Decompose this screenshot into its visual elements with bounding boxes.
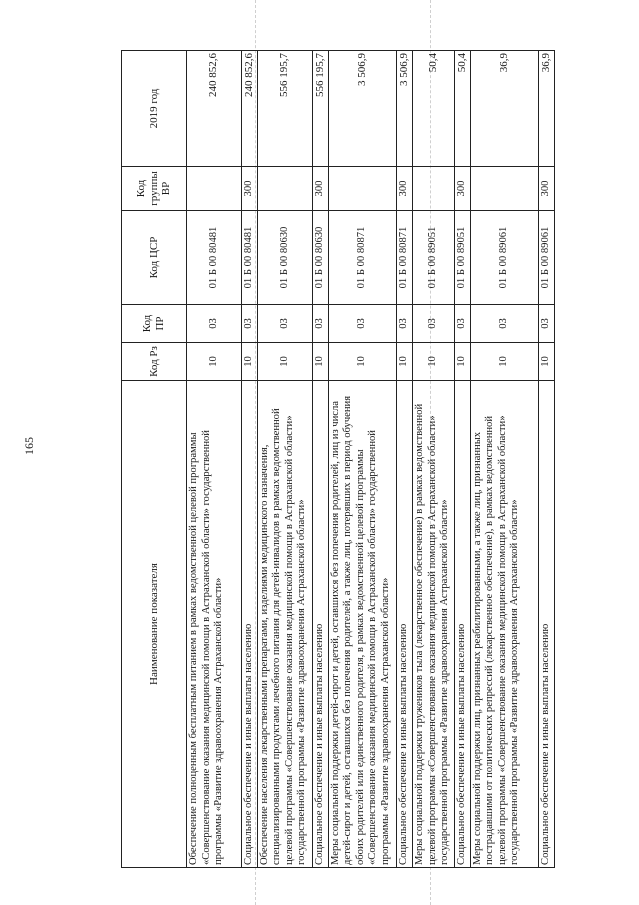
row-csr-cell: 01 Б 00 80481: [187, 211, 242, 305]
table-row: [413, 51, 455, 868]
row-vr-cell: 300: [454, 167, 470, 211]
row-pr-cell: 03: [187, 305, 242, 343]
row-rz-cell: 10: [413, 343, 455, 381]
header-row: [122, 51, 187, 868]
table-row: [328, 51, 396, 868]
row-rz-cell: 10: [470, 343, 538, 381]
row-amount-cell: 240 852,6: [241, 51, 257, 167]
row-csr-cell: 01 Б 00 89051: [413, 211, 455, 305]
row-vr-cell: [328, 167, 396, 211]
table-row: [187, 51, 242, 868]
row-vr-cell: 300: [312, 167, 328, 211]
row-pr-cell: 03: [241, 305, 257, 343]
table-row: [312, 51, 328, 868]
header-year: 2019 год: [122, 51, 187, 167]
row-pr-cell: 03: [312, 305, 328, 343]
table-row: [257, 51, 312, 868]
row-name-cell: Социальное обеспечение и иные выплаты населению: [454, 381, 470, 868]
row-amount-cell: 3 506,9: [396, 51, 412, 167]
row-rz-cell: 10: [312, 343, 328, 381]
page-number: 165: [22, 437, 36, 455]
table-row: [396, 51, 412, 868]
row-amount-cell: 556 195,7: [257, 51, 312, 167]
row-name-cell: Социальное обеспечение и иные выплаты населению: [396, 381, 412, 868]
row-csr-cell: 01 Б 00 89061: [470, 211, 538, 305]
row-csr-cell: 01 Б 00 89061: [538, 211, 554, 305]
table-row: [454, 51, 470, 868]
row-pr-cell: 03: [413, 305, 455, 343]
row-pr-cell: 03: [257, 305, 312, 343]
row-vr-cell: [257, 167, 312, 211]
row-amount-cell: 50,4: [454, 51, 470, 167]
rotated-table-container: [121, 51, 555, 868]
row-pr-cell: 03: [538, 305, 554, 343]
row-vr-cell: [187, 167, 242, 211]
row-csr-cell: 01 Б 00 80871: [328, 211, 396, 305]
row-vr-cell: 300: [241, 167, 257, 211]
row-name-cell: Меры социальной поддержки лиц, признанных реабилитированными, а также лиц, признанных пострадавшими от политических репрессий (лекарственное обеспечение), в рамках ведомственной целевой программы «Совершенствование оказания медицинской помощи в Астраханской области» государственной программы «Развитие здравоохранения Астраханской области»: [470, 381, 538, 868]
row-csr-cell: 01 Б 00 80481: [241, 211, 257, 305]
row-name-cell: Меры социальной поддержки тружеников тыла (лекарственное обеспечение) в рамках ведомственной целевой программы «Совершенствование оказания медицинской помощи в Астраханской области» государственной программы «Развитие здравоохранения Астраханской области»: [413, 381, 455, 868]
row-pr-cell: 03: [470, 305, 538, 343]
table-row: [241, 51, 257, 868]
row-csr-cell: 01 Б 00 80630: [257, 211, 312, 305]
row-pr-cell: 03: [396, 305, 412, 343]
row-amount-cell: 556 195,7: [312, 51, 328, 167]
row-vr-cell: [413, 167, 455, 211]
row-rz-cell: 10: [454, 343, 470, 381]
table-row: [470, 51, 538, 868]
table-row: [538, 51, 554, 868]
header-csr: Код ЦСР: [122, 211, 187, 305]
row-vr-cell: 300: [396, 167, 412, 211]
row-csr-cell: 01 Б 00 89051: [454, 211, 470, 305]
row-name-cell: Социальное обеспечение и иные выплаты населению: [312, 381, 328, 868]
row-name-cell: Меры социальной поддержки детей-сирот и детей, оставшихся без попечения родителей, лиц из числа детей-сирот и детей, оставшихся без попечения родителей, а также лиц, потерявших в период обучения обоих родителей или единственного родителя, в рамках ведомственной целевой программы «Совершенствование оказания медицинской помощи в Астраханской области» государственной программы «Развитие здравоохранения Астраханской области»: [328, 381, 396, 868]
row-csr-cell: 01 Б 00 80871: [396, 211, 412, 305]
header-name: Наименование показателя: [122, 381, 187, 868]
row-pr-cell: 03: [328, 305, 396, 343]
header-rz: Код Рз: [122, 343, 187, 381]
row-csr-cell: 01 Б 00 80630: [312, 211, 328, 305]
row-rz-cell: 10: [241, 343, 257, 381]
row-vr-cell: 300: [538, 167, 554, 211]
header-vr: Код группы ВР: [122, 167, 187, 211]
row-amount-cell: 36,9: [538, 51, 554, 167]
row-pr-cell: 03: [454, 305, 470, 343]
row-vr-cell: [470, 167, 538, 211]
row-amount-cell: 50,4: [413, 51, 455, 167]
row-rz-cell: 10: [396, 343, 412, 381]
row-amount-cell: 3 506,9: [328, 51, 396, 167]
header-pr: Код ПР: [122, 305, 187, 343]
row-name-cell: Обеспечение населения лекарственными препаратами, изделиями медицинского назначения, специализированными продуктами лечебного питания для детей-инвалидов в рамках ведомственной целевой программы «Совершенствование оказания медицинской помощи в Астраханской области» государственной программы «Развитие здравоохранения Астраханской области»: [257, 381, 312, 868]
row-rz-cell: 10: [187, 343, 242, 381]
row-name-cell: Обеспечение полноценным бесплатным питанием в рамках ведомственной целевой программы «Совершенствование оказания медицинской помощи в Астраханской области» государственной программы «Развитие здравоохранения Астраханской области»: [187, 381, 242, 868]
row-name-cell: Социальное обеспечение и иные выплаты населению: [241, 381, 257, 868]
row-name-cell: Социальное обеспечение и иные выплаты населению: [538, 381, 554, 868]
row-rz-cell: 10: [538, 343, 554, 381]
row-amount-cell: 36,9: [470, 51, 538, 167]
budget-table: [121, 50, 555, 868]
row-rz-cell: 10: [328, 343, 396, 381]
row-rz-cell: 10: [257, 343, 312, 381]
row-amount-cell: 240 852,6: [187, 51, 242, 167]
